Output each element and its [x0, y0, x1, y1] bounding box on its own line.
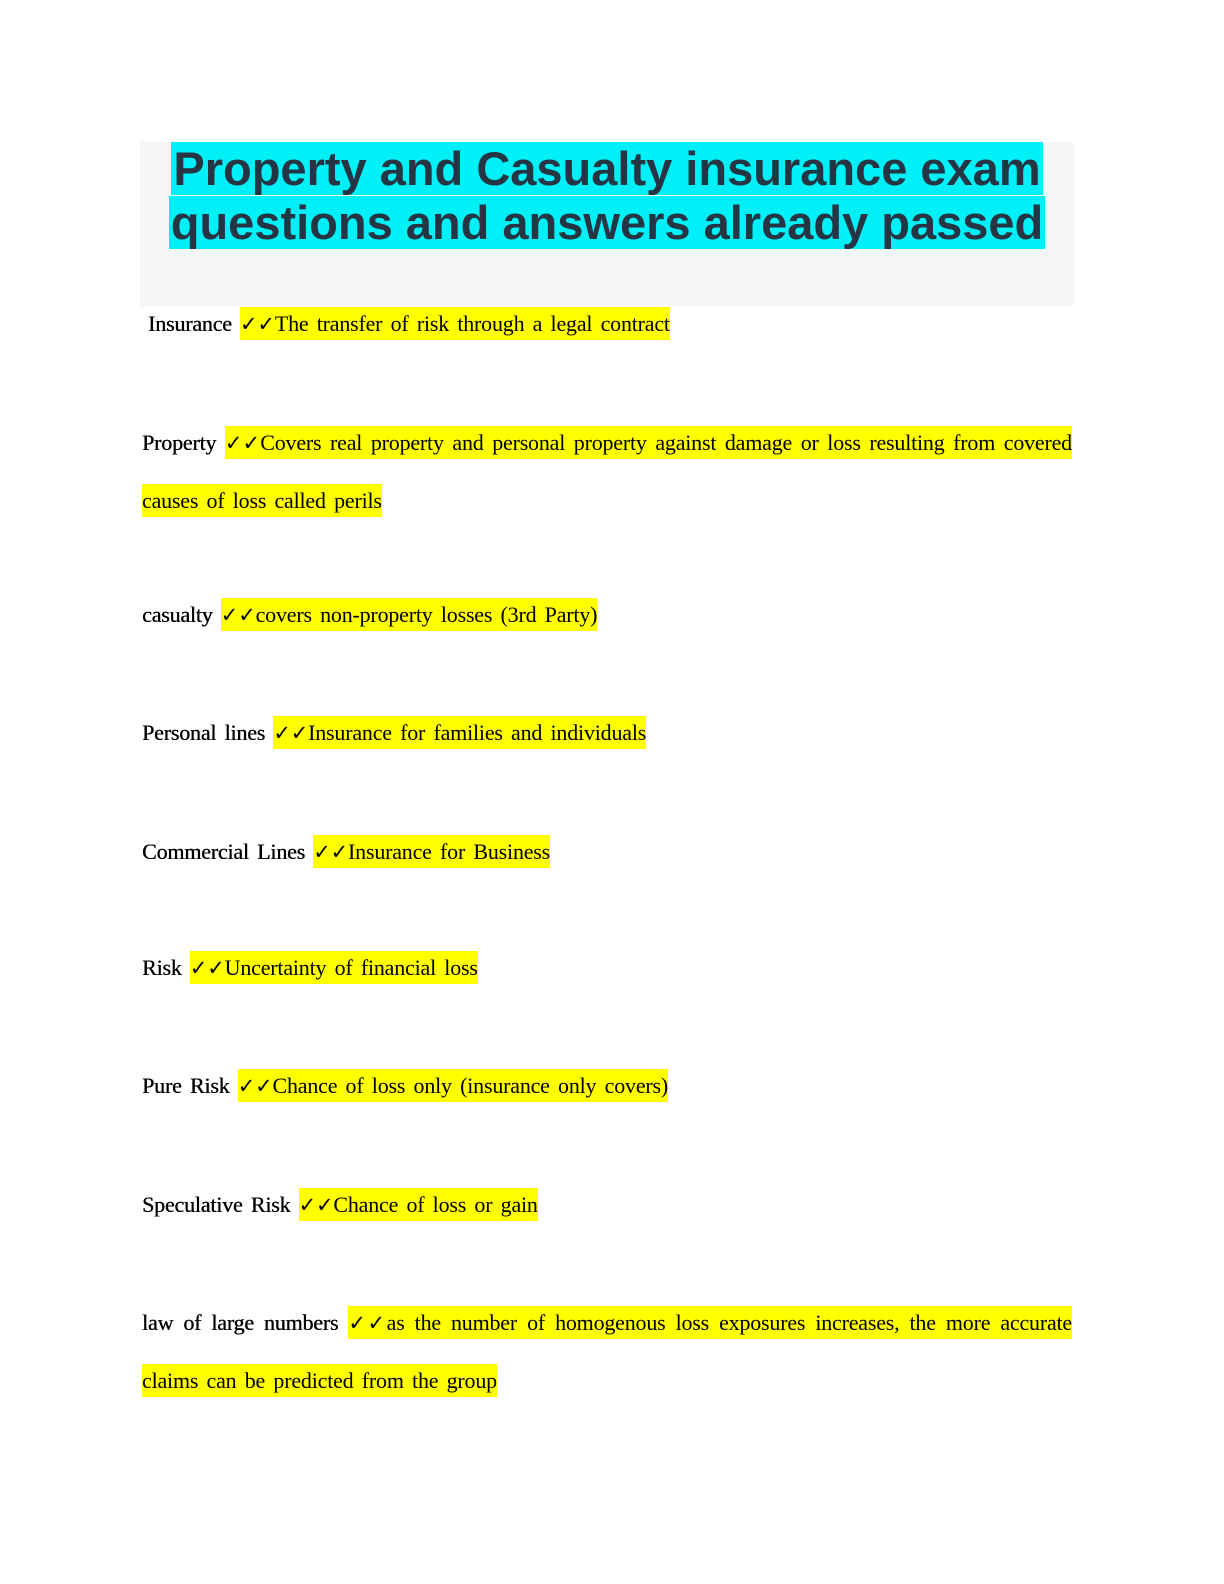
entry-definition: Insurance for Business [348, 839, 551, 864]
double-check-icon: ✓✓ [313, 840, 349, 864]
double-check-icon: ✓✓ [224, 431, 261, 455]
entry-definition-highlight [142, 426, 1072, 517]
entry-definition-highlight [238, 1069, 668, 1102]
entry-term: Risk [142, 955, 182, 980]
double-check-icon: ✓✓ [220, 603, 256, 627]
entry-term: Property [142, 430, 217, 455]
entry-definition-highlight [221, 598, 597, 631]
entry-law-of-large-numbers [142, 1294, 1072, 1410]
double-check-icon: ✓✓ [298, 1193, 334, 1217]
entry-definition: Chance of loss or gain [333, 1192, 538, 1217]
entry-risk [142, 939, 1072, 997]
entry-definition-highlight [190, 951, 478, 984]
entry-definition: Uncertainty of financial loss [224, 955, 478, 980]
entry-term: Insurance [148, 311, 232, 336]
title-line-2: questions and answers already passed [170, 196, 1044, 249]
entry-commercial-lines [142, 823, 1072, 881]
title-line-1: Property and Casualty insurance exam [173, 142, 1041, 195]
double-check-icon: ✓✓ [273, 721, 309, 745]
entry-definition: as the number of homogenous loss exposures increases, the more accurate claims can be predicted from the group [142, 1310, 1072, 1393]
entry-definition-highlight [273, 716, 646, 749]
entry-term: Personal lines [142, 720, 266, 745]
entry-definition: Insurance for families and individuals [308, 720, 647, 745]
entry-definition-highlight [240, 307, 670, 340]
entry-definition: The transfer of risk through a legal contract [274, 311, 670, 336]
entry-definition: Covers real property and personal property against damage or loss resulting from covered causes of loss called perils [142, 430, 1072, 513]
entry-definition-highlight [313, 835, 550, 868]
entry-insurance [148, 295, 1078, 353]
double-check-icon: ✓✓ [237, 1074, 273, 1098]
entry-property [142, 414, 1072, 530]
entry-term: casualty [142, 602, 213, 627]
entry-pure-risk [142, 1057, 1072, 1115]
double-check-icon: ✓✓ [189, 956, 225, 980]
page-title [140, 142, 1074, 250]
double-check-icon: ✓✓ [348, 1311, 387, 1335]
entry-speculative-risk [142, 1176, 1072, 1234]
entry-definition: Chance of loss only (insurance only covers) [272, 1073, 669, 1098]
entry-term: Commercial Lines [142, 839, 305, 864]
entry-definition-highlight [299, 1188, 538, 1221]
entry-term: Speculative Risk [142, 1192, 291, 1217]
double-check-icon: ✓✓ [240, 312, 275, 336]
entry-casualty [142, 586, 1072, 644]
entry-definition: covers non-property losses (3rd Party) [255, 602, 598, 627]
entry-term: Pure Risk [142, 1073, 230, 1098]
entry-term: law of large numbers [142, 1310, 339, 1335]
entry-personal-lines [142, 704, 1072, 762]
